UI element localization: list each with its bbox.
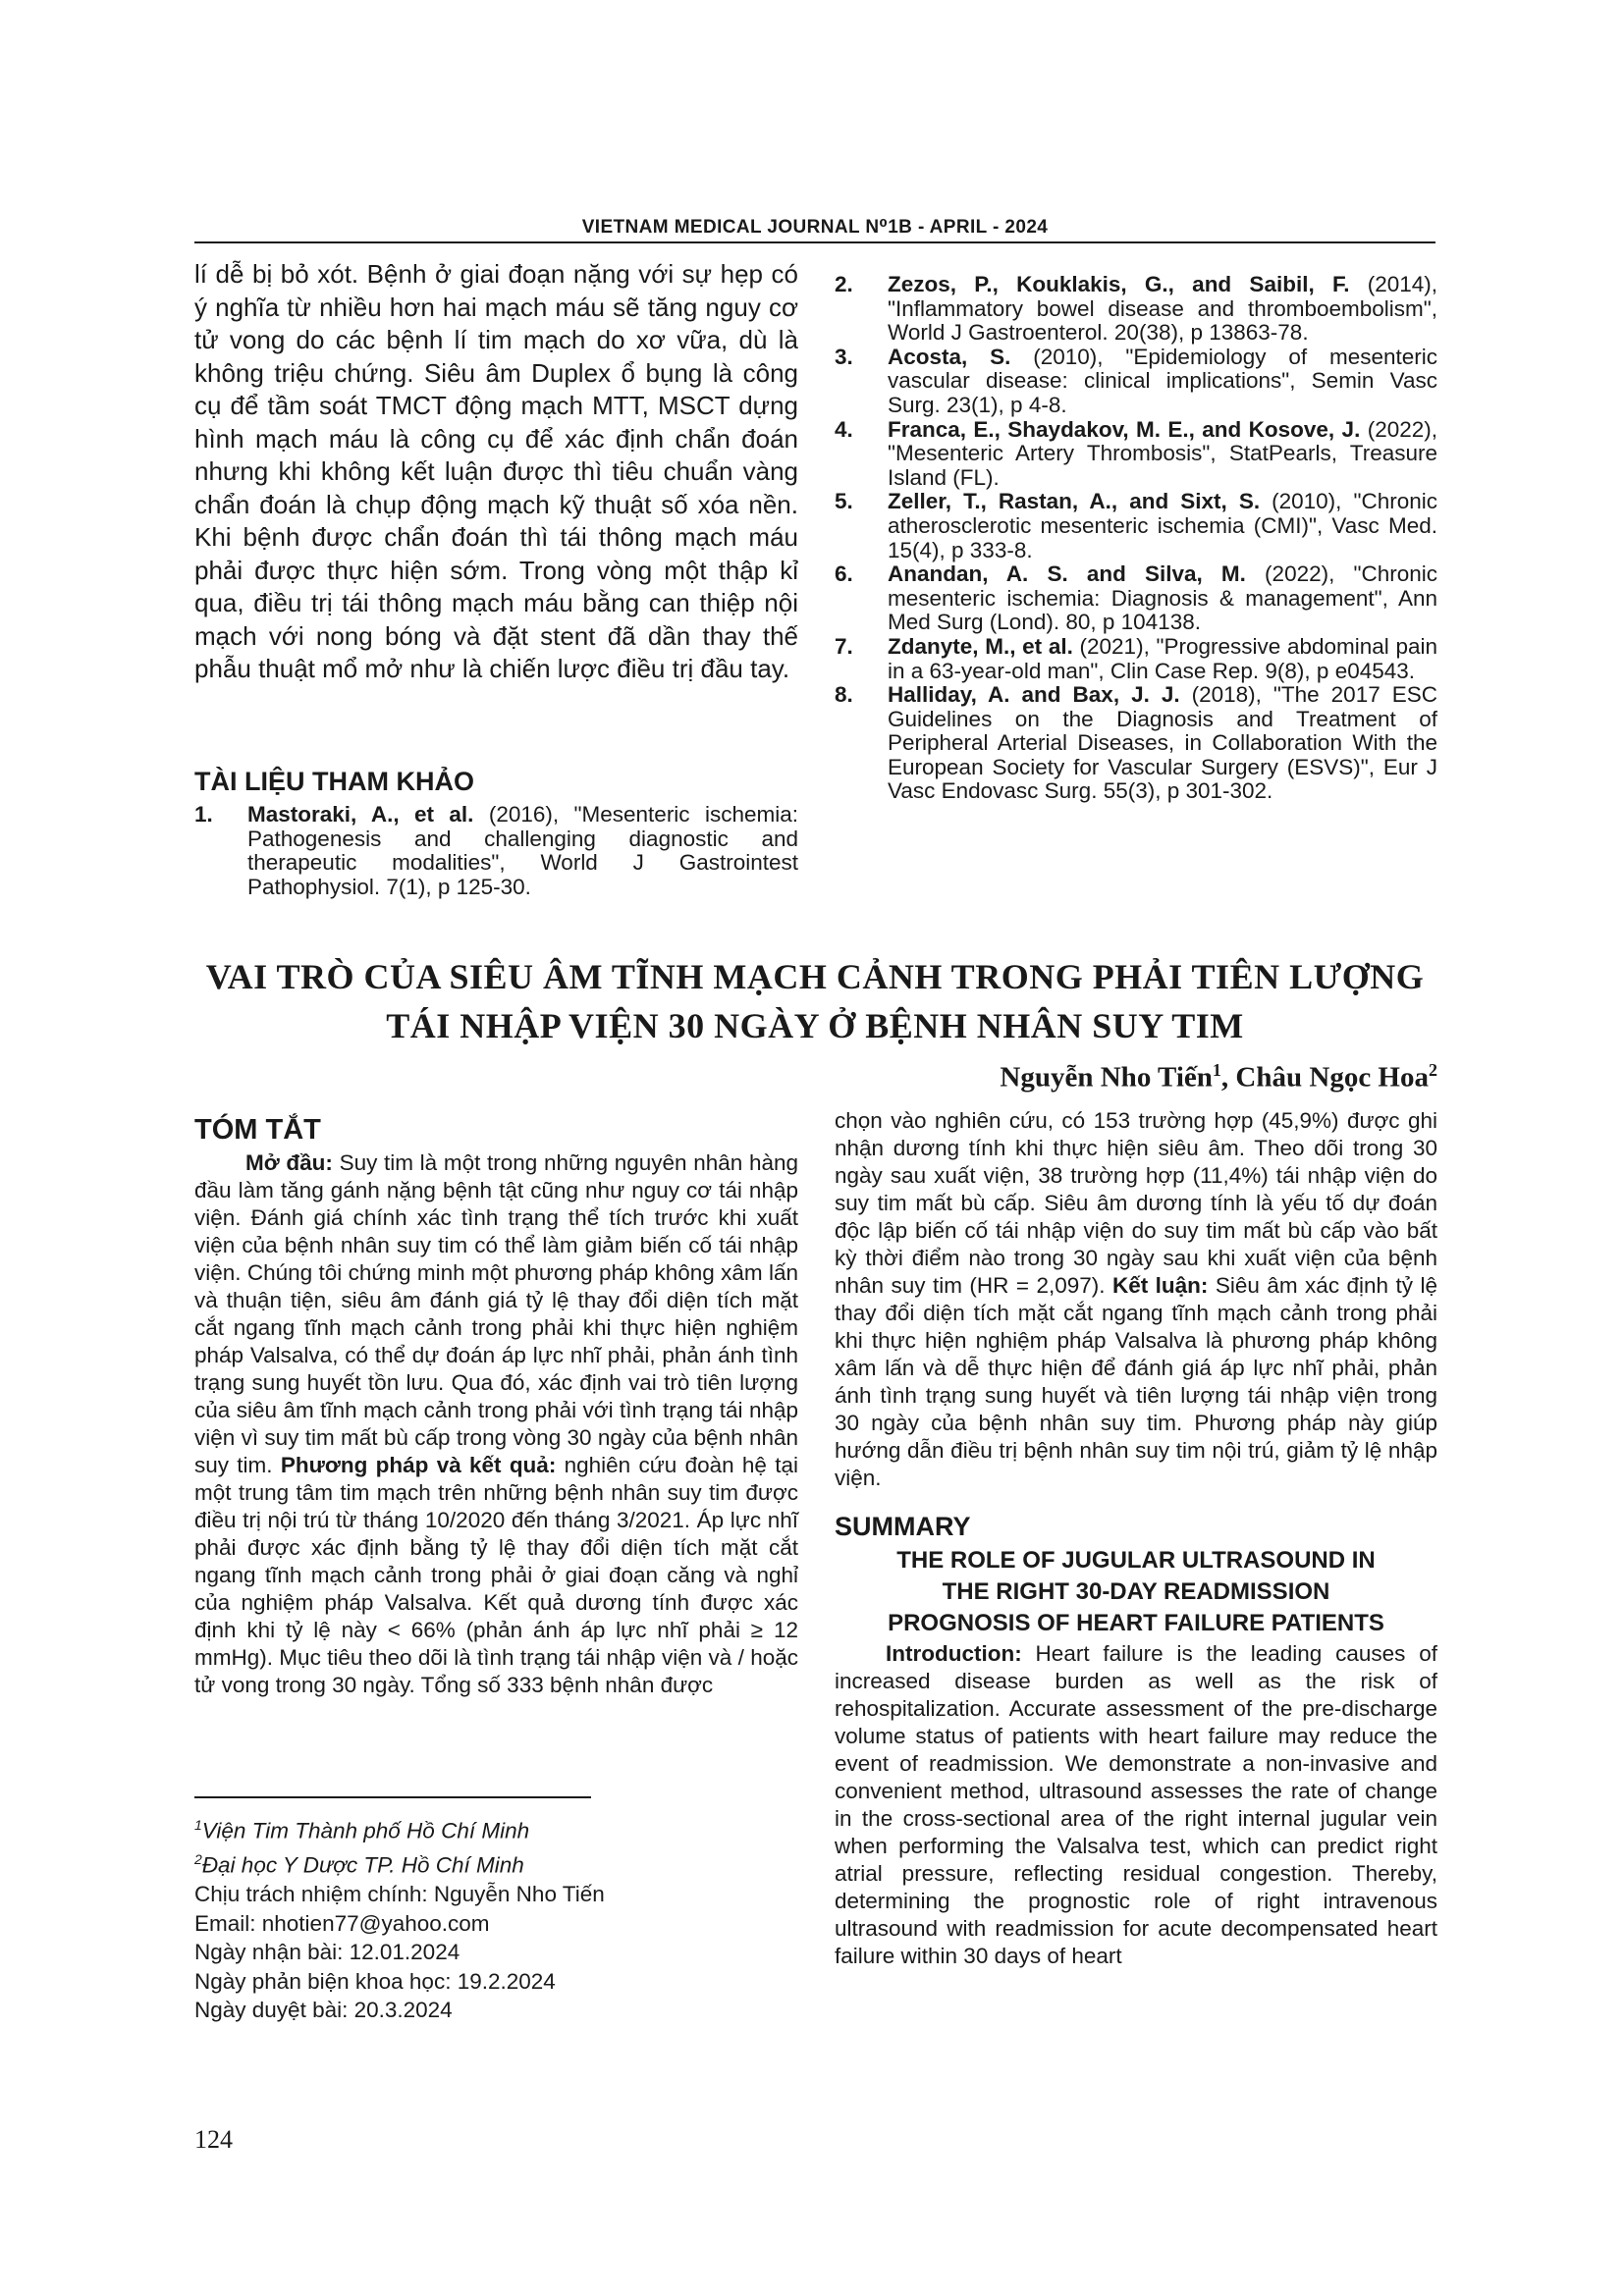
reference-item [835,562,1437,635]
prev-article-conclusion [194,258,798,686]
reference-number: 6. [835,561,853,587]
author-1: Nguyễn Nho Tiến [1000,1061,1213,1094]
date-received: Ngày nhận bài: 12.01.2024 [194,1940,460,1964]
reference-text [888,346,1437,418]
abstract-heading: TÓM TẮT [194,1114,321,1146]
reference-number: 1. [194,802,213,827]
affiliation-2-marker: 2 [194,1851,202,1867]
reference-item [835,346,1437,418]
methods-continued: chọn vào nghiên cứu, có 153 trường hợp (45,9%) được ghi nhận dương tính khi thực hiện siêu âm. Theo dõi trong 30 ngày sau xuất viện, 38 trường hợp (11,4%) tái nhập viện do suy tim mất bù cấp. Siêu âm dương tính là yếu tố dự đoán độc lập biến cố tái nhập viện do suy tim mất bù cấp vào bất kỳ thời điểm nào trong 30 ngày sau khi xuất viện của bệnh nhân suy tim (HR = 2,097). [835,1108,1437,1298]
intro-label: Mở đầu: [245,1150,333,1175]
references-left [194,767,798,899]
summary-paragraph [835,1640,1437,1970]
contact-email: Email: nhotien77@yahoo.com [194,1910,490,1936]
reference-details: (2022), "Mesenteric Artery Thrombosis", StatPearls, Treasure Island (FL). [888,416,1437,490]
page-number: 124 [194,2125,233,2154]
reference-list-left [194,803,798,899]
reference-text [247,803,798,899]
reference-details: (2018), "The 2017 ESC Guidelines on the Diagnosis and Treatment of Peripheral Arterial Diseases, in Collaboration With the European Society for Vascular Surgery (ESVS)", Eur J Vasc Endovasc Surg. 55(3), p 301-302. [888,682,1437,804]
abstract-left-column [194,1115,798,1699]
reference-details: (2016), "Mesenteric ischemia: Pathogenesis and challenging diagnostic and therapeutic modalities", World J Gastrointest Pathophysiol. 7(1), p 125-30. [247,802,798,899]
reference-text [888,273,1437,346]
author-2-affiliation: 2 [1429,1060,1437,1080]
reference-details: (2014), "Inflammatory bowel disease and thromboembolism", World J Gastroenterol. 20(38), p 13863-78. [888,272,1437,346]
reference-authors: Anandan, A. S. and Silva, M. [888,561,1246,587]
reference-authors: Franca, E., Shaydakov, M. E., and Kosove, J. [888,416,1361,442]
date-accepted: Ngày duyệt bài: 20.3.2024 [194,1998,453,2022]
summary-heading: SUMMARY [835,1512,971,1541]
reference-item [194,803,798,899]
affiliation-2 [194,1845,798,1880]
reference-text [888,418,1437,491]
affiliation-1 [194,1811,798,1845]
header-divider [194,241,1435,243]
reference-details: (2021), "Progressive abdominal pain in a 63-year-old man", Clin Case Rep. 9(8), p e04543. [888,633,1438,683]
reference-number: 4. [835,416,853,442]
summary-title-line-2: THE RIGHT 30-DAY READMISSION [942,1578,1330,1605]
author-separator: , [1220,1061,1236,1094]
reference-authors: Acosta, S. [888,344,1011,369]
en-intro-label: Introduction: [886,1641,1022,1666]
reference-number: 2. [835,272,853,296]
abstract-continuation [835,1107,1437,1492]
responsible-author: Chịu trách nhiệm chính: Nguyễn Nho Tiến [194,1882,605,1906]
methods-label: Phương pháp và kết quả: [280,1453,557,1477]
footnote-divider [194,1796,591,1798]
reference-item [835,273,1437,346]
footnotes [194,1811,798,2025]
reference-authors: Zezos, P., Kouklakis, G., and Saibil, F. [888,272,1350,296]
conclusion-label: Kết luận: [1111,1273,1209,1298]
reference-list-right [835,273,1437,804]
article-title-line-2: TÁI NHẬP VIỆN 30 NGÀY Ở BỆNH NHÂN SUY TIM [386,1006,1244,1045]
reference-details: (2010), "Chronic atherosclerotic mesenteric ischemia (CMI)", Vasc Med. 15(4), p 333-8. [888,489,1437,562]
intro-text: Suy tim là một trong những nguyên nhân hàng đầu làm tăng gánh nặng bệnh tật cũng như nguy cơ tái nhập viện. Đánh giá chính xác tình trạng thể tích trước khi xuất viện của bệnh nhân suy tim có thể làm giảm biến cố tái nhập viện. Chúng tôi chứng minh một phương pháp không xâm lấn và thuận tiện, siêu âm đánh giá tỷ lệ thay đổi diện tích mặt cắt ngang tĩnh mạch cảnh trong phải khi thực hiện nghiệm pháp Valsalva, có thể dự đoán áp lực nhĩ phải, phản ánh tình trạng sung huyết tồn lưu. Qua đó, xác định vai trò tiên lượng của siêu âm tĩnh mạch cảnh trong phải với tình trạng tái nhập viện vì suy tim mất bù cấp trong vòng 30 ngày của bệnh nhân suy tim. [194,1150,799,1477]
affiliation-1-text: Viện Tim Thành phố Hồ Chí Minh [201,1818,530,1843]
conclusion-paragraph: lí dễ bị bỏ xót. Bệnh ở giai đoạn nặng với sự hẹp có ý nghĩa từ nhiều hơn hai mạch máu sẽ tăng nguy cơ tử vong do các bệnh lí tim mạch do xơ vữa, dù là không triệu chứng. Siêu âm Duplex ổ bụng là công cụ để tầm soát TMCT động mạch MTT, MSCT dựng hình mạch máu là công cụ để xác định chẩn đoán nhưng khi không kết luận được thì tiêu chuẩn vàng chẩn đoán là chụp động mạch kỹ thuật số xóa nền. Khi bệnh được chẩn đoán thì tái thông mạch máu phải được thực hiện sớm. Trong vòng một thập kỉ qua, điều trị tái thông mạch máu bằng can thiệp nội mạch với nong bóng và đặt stent đã dần thay thế phẫu thuật mổ mở như là chiến lược điều trị đầu tay. [194,259,798,683]
summary-title-line-1: THE ROLE OF JUGULAR ULTRASOUND IN [896,1547,1376,1574]
article-authors [835,1060,1437,1095]
article-title [194,952,1435,1050]
affiliation-1-marker: 1 [194,1817,202,1833]
references-right [835,273,1437,804]
reference-item [835,418,1437,491]
reference-item [835,490,1437,562]
date-reviewed: Ngày phản biện khoa học: 19.2.2024 [194,1968,556,1994]
reference-text [888,635,1437,683]
reference-number: 7. [835,633,853,659]
reference-number: 3. [835,344,853,369]
author-1-affiliation: 1 [1212,1060,1221,1080]
reference-text [888,683,1437,804]
article-title-line-1: VAI TRÒ CỦA SIÊU ÂM TĨNH MẠCH CẢNH TRONG PHẢI TIÊN LƯỢNG [205,957,1425,996]
methods-text: nghiên cứu đoàn hệ tại một trung tâm tim mạch trên những bệnh nhân suy tim được điều trị nội trú từ tháng 10/2020 đến tháng 3/2021. Áp lực nhĩ phải được xác định bằng tỷ lệ thay đổi diện tích mặt cắt ngang tĩnh mạch cảnh trong phải ở giai đoạn căng và nghỉ của nghiệm pháp Valsalva. Kết quả dương tính được xác định khi tỷ lệ này < 66% (phản ánh áp lực nhĩ phải ≥ 12 mmHg). Mục tiêu theo dõi là tình trạng tái nhập viện và / hoặc tử vong trong 30 ngày. Tổng số 333 bệnh nhân được [194,1453,798,1697]
journal-header: VIETNAM MEDICAL JOURNAL N⁰1B - APRIL - 2024 [581,217,1049,238]
reference-authors: Halliday, A. and Bax, J. J. [888,682,1180,708]
abstract-paragraph [194,1149,798,1699]
reference-text [888,562,1437,635]
reference-number: 5. [835,489,853,514]
reference-number: 8. [835,682,853,708]
reference-details: (2010), "Epidemiology of mesenteric vascular disease: clinical implications", Semin Vasc Surg. 23(1), p 4-8. [888,344,1437,417]
reference-authors: Zdanyte, M., et al. [888,633,1073,659]
en-intro-text: Heart failure is the leading causes of increased disease burden as well as the risk of rehospitalization. Accurate assessment of the pre-discharge volume status of patients with heart failure may reduce the event of readmission. We demonstrate a non-invasive and convenient method, ultrasound assesses the rate of change in the cross-sectional area of the right internal jugular vein when performing the Valsalva test, which can predict right atrial pressure, reflecting residual congestion. Thereby, determining the prognostic role of right intravenous ultrasound with readmission for acute decompensated heart failure within 30 days of heart [835,1641,1437,1968]
author-2: Châu Ngọc Hoa [1235,1061,1429,1094]
summary-title-line-3: PROGNOSIS OF HEART FAILURE PATIENTS [888,1610,1384,1636]
reference-item [835,683,1437,804]
conclusion-text: Siêu âm xác định tỷ lệ thay đổi diện tích mặt cắt ngang tĩnh mạch cảnh trong phải khi thực hiện nghiệm pháp Valsalva là phương pháp không xâm lấn và dễ thực hiện để đánh giá áp lực nhĩ phải, phản ánh tình trạng sung huyết và tiên lượng tái nhập viện trong 30 ngày của bệnh nhân suy tim. Phương pháp này giúp hướng dẫn điều trị bệnh nhân suy tim nội trú, giảm tỷ lệ nhập viện. [835,1273,1437,1490]
reference-details: (2022), "Chronic mesenteric ischemia: Diagnosis & management", Ann Med Surg (Lond). 80, p 104138. [888,561,1438,635]
reference-text [888,490,1437,562]
reference-authors: Mastoraki, A., et al. [247,802,474,827]
reference-item [835,635,1437,683]
affiliation-2-text: Đại học Y Dược TP. Hồ Chí Minh [201,1852,524,1878]
references-heading: TÀI LIỆU THAM KHẢO [194,767,474,796]
abstract-right-column [835,1107,1437,1970]
reference-authors: Zeller, T., Rastan, A., and Sixt, S. [888,489,1261,514]
